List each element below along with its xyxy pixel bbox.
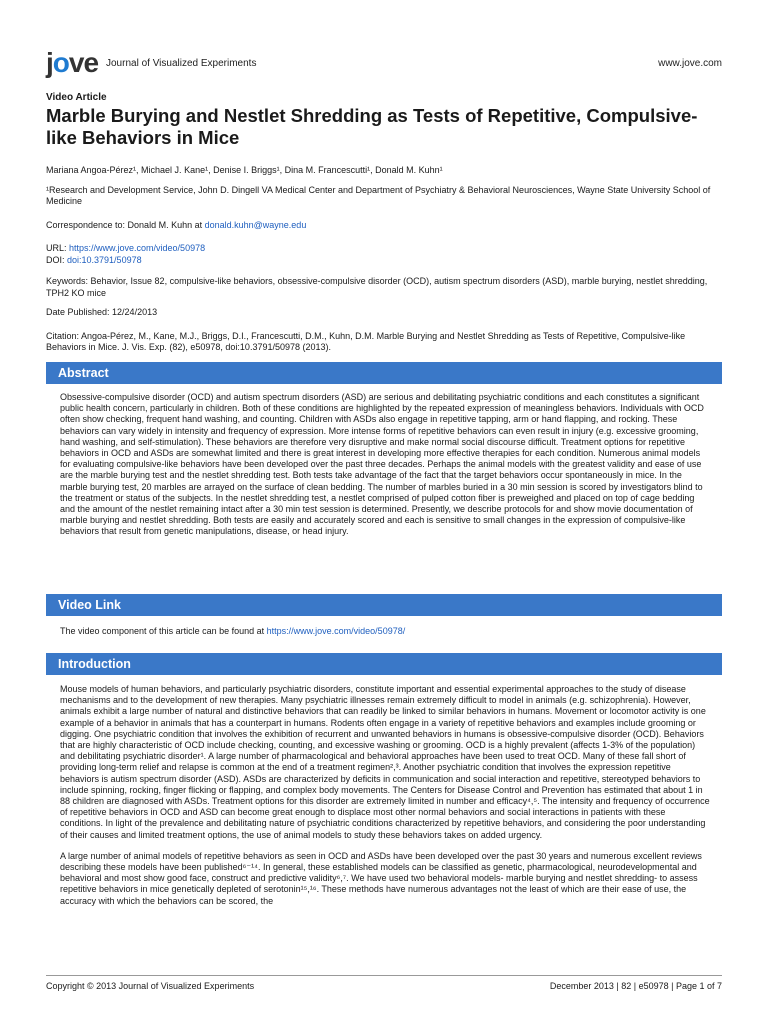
video-link-body — [60, 626, 710, 647]
article-title: Marble Burying and Nestlet Shredding as Tests of Repetitive, Compulsive-like Behaviors in Mice — [46, 105, 698, 148]
video-link-heading: Video Link — [46, 594, 722, 616]
video-link-text: The video component of this article can be found at — [60, 626, 267, 636]
abstract-heading: Abstract — [46, 362, 722, 384]
journal-header — [46, 48, 722, 78]
authors: Mariana Angoa-Pérez¹, Michael J. Kane¹, Denise I. Briggs¹, Dina M. Francescutti¹, Donald M. Kuhn¹ — [46, 165, 443, 175]
page-info: December 2013 | 82 | e50978 | Page 1 of 7 — [549, 981, 722, 991]
identifiers — [46, 243, 722, 266]
page-footer — [46, 975, 722, 996]
doi-label: DOI: — [46, 254, 68, 265]
abstract-text: Obsessive-compulsive disorder (OCD) and autism spectrum disorders (ASD) are serious and debilitating psychiatric conditions and each constitutes a significant public health concern, particularly in children. Both of these conditions are highlighted by the repeated expression of meaningless behaviors. Individuals with OCD often show checking, frequent hand washing, and counting. Children with ASDs also engage in repetitive tapping, arm or hand flapping, and rocking. These behaviors can vary widely in intensity and frequency of expression. More intense forms of repetitive behaviors can even result in injury (e.g. excessive grooming, hand washing, and self-stimulation). These behaviors are therefore very disruptive and make normal social discourse difficult. Treatment options for repetitive behaviors in OCD and ASDs are somewhat limited and there is great interest in developing more effective therapies for each condition. Numerous animal models for evaluating compulsive-like behaviors have been developed over the past three decades. Perhaps the animal models with the greatest validity and ease of use are the marble burying test and the nestlet shredding test. Both tests take advantage of the fact that the target behaviors occur spontaneously in mice. In the marble burying test, 20 marbles are arrayed on the surface of clean bedding. The number of marbles buried in a 30 min session is scored by investigators blind to the treatment or status of the subjects. In the nestlet shredding test, a nestlet comprised of pulped cotton fiber is preweighed and placed on top of cage bedding and the amount of the nestlet remaining intact after a 30 min test session is determined. Presently, we describe protocols for and show movie documentation of marble burying and nestlet shredding. Both tests are easily and accurately scored and each is sensitive to small changes in the expression of compulsive-like behaviors that result from genetic manipulations, disease, or head injury. — [60, 392, 704, 537]
article-url-link[interactable]: https://www.jove.com/video/50978 — [69, 243, 206, 253]
article-kind: Video Article — [46, 92, 107, 103]
affiliation: ¹Research and Development Service, John D. Dingell VA Medical Center and Department of Psychiatry & Behavioral Neurosciences, Wayne State University School of Medicine — [46, 184, 711, 206]
intro-paragraph-1: Mouse models of human behaviors, and particularly psychiatric disorders, constitute important and essential experimental approaches to the study of disease mechanisms and to the development of new therapies. Many psychiatric illnesses remain extremely difficult to model in animals (e.g. schizophrenia). However, animals exhibit a large number of natural and distinctive behaviors that can readily be linked to similar behaviors in humans. Movement or locomotor activity is one example of a behavior in animals that has a counterpart in humans. Rodents often engage in a variety of repetitive behaviors and examples include grooming or digging. One psychiatric condition that involves the exhibition of recurrent and unwanted behaviors in humans is obsessive-compulsive disorder (OCD). Behaviors that are highly characteristic of OCD include checking, counting, and excessive washing or grooming. OCD is a highly prevalent (affects 1-3% of the population) and debilitating psychiatric disorder¹. A large number of pharmacological and behavioral approaches have been used to treat OCD. Many of these fall short of providing long-term relief and relapse is common at the end of a treatment regimen²,³. Another psychiatric condition that involves the expression repetitive behaviors is autism spectrum disorder (ASD). ASDs are characterized by deficits in communication and social interaction and repetitive, stereotyped behaviors to include spinning, rocking, finger flicking or flapping, and complex body movements. The Centers for Disease Control and Prevention has estimated that about 1 in 88 children are diagnosed with ASDs. Treatment options for this disorder are extremely limited in number and efficacy⁴,⁵. The intensity and frequency of occurrence of repetitive behaviors in OCD and ASD can become great enough to displace most other normal behaviors and social interactions in patients with these conditions. In light of the prevalence and debilitating nature of psychiatric conditions characterized by repetitive behaviors, and considering the poor understanding of their causes and limited treatment options, the use of animal models to study these behaviors takes on added urgency. — [60, 684, 710, 840]
correspondence — [46, 220, 722, 232]
abstract-body — [60, 392, 710, 548]
correspondence-label: Correspondence to: Donald M. Kuhn at — [46, 219, 205, 230]
intro-paragraph-2: A large number of animal models of repetitive behaviors as seen in OCD and ASDs have been developed over the past 30 years and numerous excellent reviews describing these models have been published⁶⁻¹⁴. In general, these established models can be classified as genetic, pharmacological, neurodevelopmental and behavioral and most show good face, construct and predictive validity⁶,⁷. We have used two behavioral models- marble burying and nestlet shredding- to assess repetitive behaviors in mice genetically depleted of serotonin¹⁵,¹⁶. These methods have numerous advantages not the least of which are their ease of use, the accuracy with which the behaviors can be scored, the — [60, 850, 702, 906]
introduction-heading: Introduction — [46, 653, 722, 675]
doi-link[interactable]: doi:10.3791/50978 — [67, 254, 142, 265]
introduction-body — [60, 684, 710, 917]
journal-name: Journal of Visualized Experiments — [106, 58, 257, 69]
keywords: Keywords: Behavior, Issue 82, compulsive-like behaviors, obsessive-compulsive disorder (OCD), autism spectrum disorders (ASD), marble burying, nestlet shredding, TPH2 KO mice — [46, 276, 708, 298]
site-url[interactable]: www.jove.com — [658, 58, 722, 69]
copyright: Copyright © 2013 Journal of Visualized Experiments — [46, 981, 255, 991]
correspondence-email-link[interactable]: donald.kuhn@wayne.edu — [204, 219, 307, 230]
date-published: Date Published: 12/24/2013 — [46, 307, 158, 317]
url-label: URL: — [46, 243, 70, 253]
citation: Citation: Angoa-Pérez, M., Kane, M.J., Briggs, D.I., Francescutti, D.M., Kuhn, D.M. Marble Burying and Nestlet Shredding as Tests of Repetitive, Compulsive-like Behaviors in Mice. J. Vis. Exp. (82), e50978, doi:10.3791/50978 (2013). — [46, 330, 686, 352]
article-meta — [46, 92, 722, 362]
video-url-link[interactable]: https://www.jove.com/video/50978/ — [266, 626, 406, 636]
jove-logo[interactable]: jove — [46, 47, 99, 78]
